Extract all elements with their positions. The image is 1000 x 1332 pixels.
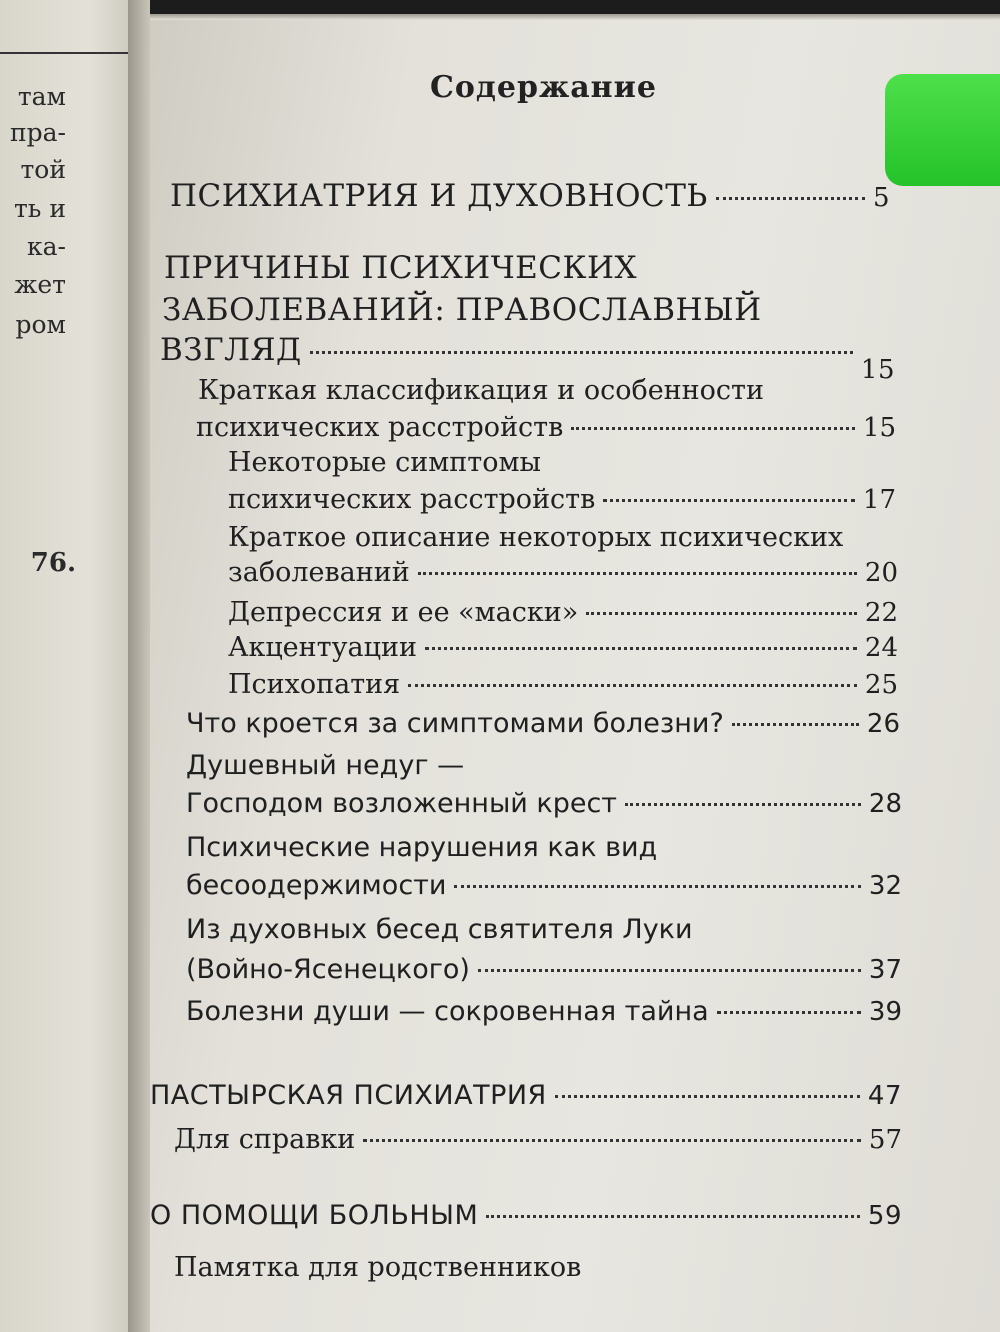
- toc-entry[interactable]: Господом возложенный крест 28: [186, 788, 902, 819]
- previous-page-text: пра-: [9, 118, 66, 147]
- page-number: 26: [866, 709, 900, 739]
- toc-entry-line[interactable]: Памятка для родственников: [174, 1252, 582, 1283]
- leader-dots: [454, 885, 860, 888]
- leader-dots: [716, 197, 865, 200]
- previous-page-text: там: [17, 82, 66, 111]
- toc-entry-line: ЗАБОЛЕВАНИЙ: ПРАВОСЛАВНЫЙ: [162, 292, 762, 328]
- book-gutter: [128, 0, 150, 1332]
- leader-dots: [478, 969, 861, 972]
- page-number: 37: [868, 955, 902, 985]
- page-number: 15: [860, 355, 895, 385]
- leader-dots: [603, 499, 855, 502]
- contents-page: [150, 0, 1000, 1332]
- leader-dots: [486, 1215, 860, 1218]
- leader-dots: [425, 647, 857, 650]
- leader-dots: [363, 1139, 861, 1142]
- toc-entry-line: Некоторые симптомы: [228, 447, 541, 478]
- toc-entry[interactable]: ПСИХИАТРИЯ И ДУХОВНОСТЬ 5: [170, 178, 890, 214]
- toc-entry[interactable]: Для справки 57: [174, 1124, 902, 1155]
- toc-entry[interactable]: Психопатия 25: [228, 669, 898, 700]
- leader-dots: [418, 572, 857, 575]
- leader-dots: [732, 723, 859, 726]
- previous-page-text: жет: [14, 270, 66, 299]
- toc-entry[interactable]: заболеваний 20: [228, 557, 898, 588]
- toc-entry-line: Психические нарушения как вид: [186, 832, 658, 863]
- toc-entry[interactable]: (Войно-Ясенецкого) 37: [186, 954, 902, 985]
- page-number: 59: [867, 1201, 902, 1231]
- page-number: 47: [867, 1081, 902, 1111]
- page-number: 32: [868, 871, 902, 901]
- leader-dots: [310, 351, 853, 354]
- page-number: 15: [862, 413, 896, 443]
- page-number: 5: [872, 183, 890, 213]
- toc-entry-line: Из духовных бесед святителя Луки: [186, 914, 693, 945]
- page-number: 28: [868, 789, 902, 819]
- toc-entry[interactable]: Депрессия и ее «маски» 22: [228, 597, 898, 628]
- toc-entry[interactable]: бесоодержимости 32: [186, 870, 902, 901]
- previous-page-text: ка-: [27, 232, 66, 261]
- toc-entry-line: Душевный недуг —: [186, 750, 465, 781]
- leader-dots: [586, 612, 857, 615]
- toc-entry[interactable]: Болезни души — сокровенная тайна 39: [186, 996, 902, 1027]
- toc-entry[interactable]: Акцентуации 24: [228, 632, 898, 663]
- leader-dots: [571, 427, 855, 430]
- toc-entry[interactable]: О ПОМОЩИ БОЛЬНЫМ 59: [150, 1200, 902, 1231]
- page-number: 24: [864, 633, 898, 663]
- page-rule: [0, 52, 128, 54]
- toc-entry[interactable]: ПАСТЫРСКАЯ ПСИХИАТРИЯ 47: [150, 1080, 902, 1111]
- toc-entry-line: Краткое описание некоторых психических: [228, 522, 844, 553]
- page-title: Содержание: [430, 70, 657, 105]
- page-number: 57: [868, 1125, 902, 1155]
- page-number: 22: [864, 598, 898, 628]
- page-number: 25: [864, 670, 898, 700]
- previous-page-text: ть и: [13, 194, 66, 223]
- previous-page-text: той: [20, 155, 66, 184]
- leader-dots: [625, 803, 861, 806]
- previous-page-text: ром: [15, 310, 66, 339]
- toc-entry[interactable]: Что кроется за симптомами болезни? 26: [186, 708, 900, 739]
- toc-entry-line: ПРИЧИНЫ ПСИХИЧЕСКИХ: [164, 250, 638, 286]
- page-number: 20: [864, 558, 898, 588]
- toc-entry-line: Краткая классификация и особенности: [198, 375, 764, 406]
- leader-dots: [408, 684, 857, 687]
- toc-entry[interactable]: ВЗГЛЯД 15: [160, 332, 895, 385]
- previous-page-number: 76.: [30, 548, 76, 578]
- toc-entry[interactable]: психических расстройств 15: [196, 412, 896, 443]
- leader-dots: [717, 1011, 861, 1014]
- leader-dots: [555, 1095, 860, 1098]
- page-number: 39: [868, 997, 902, 1027]
- page-number: 17: [862, 485, 896, 515]
- toc-entry[interactable]: психических расстройств 17: [228, 484, 896, 515]
- table-of-contents: [150, 0, 1000, 1332]
- previous-page: [0, 0, 128, 1332]
